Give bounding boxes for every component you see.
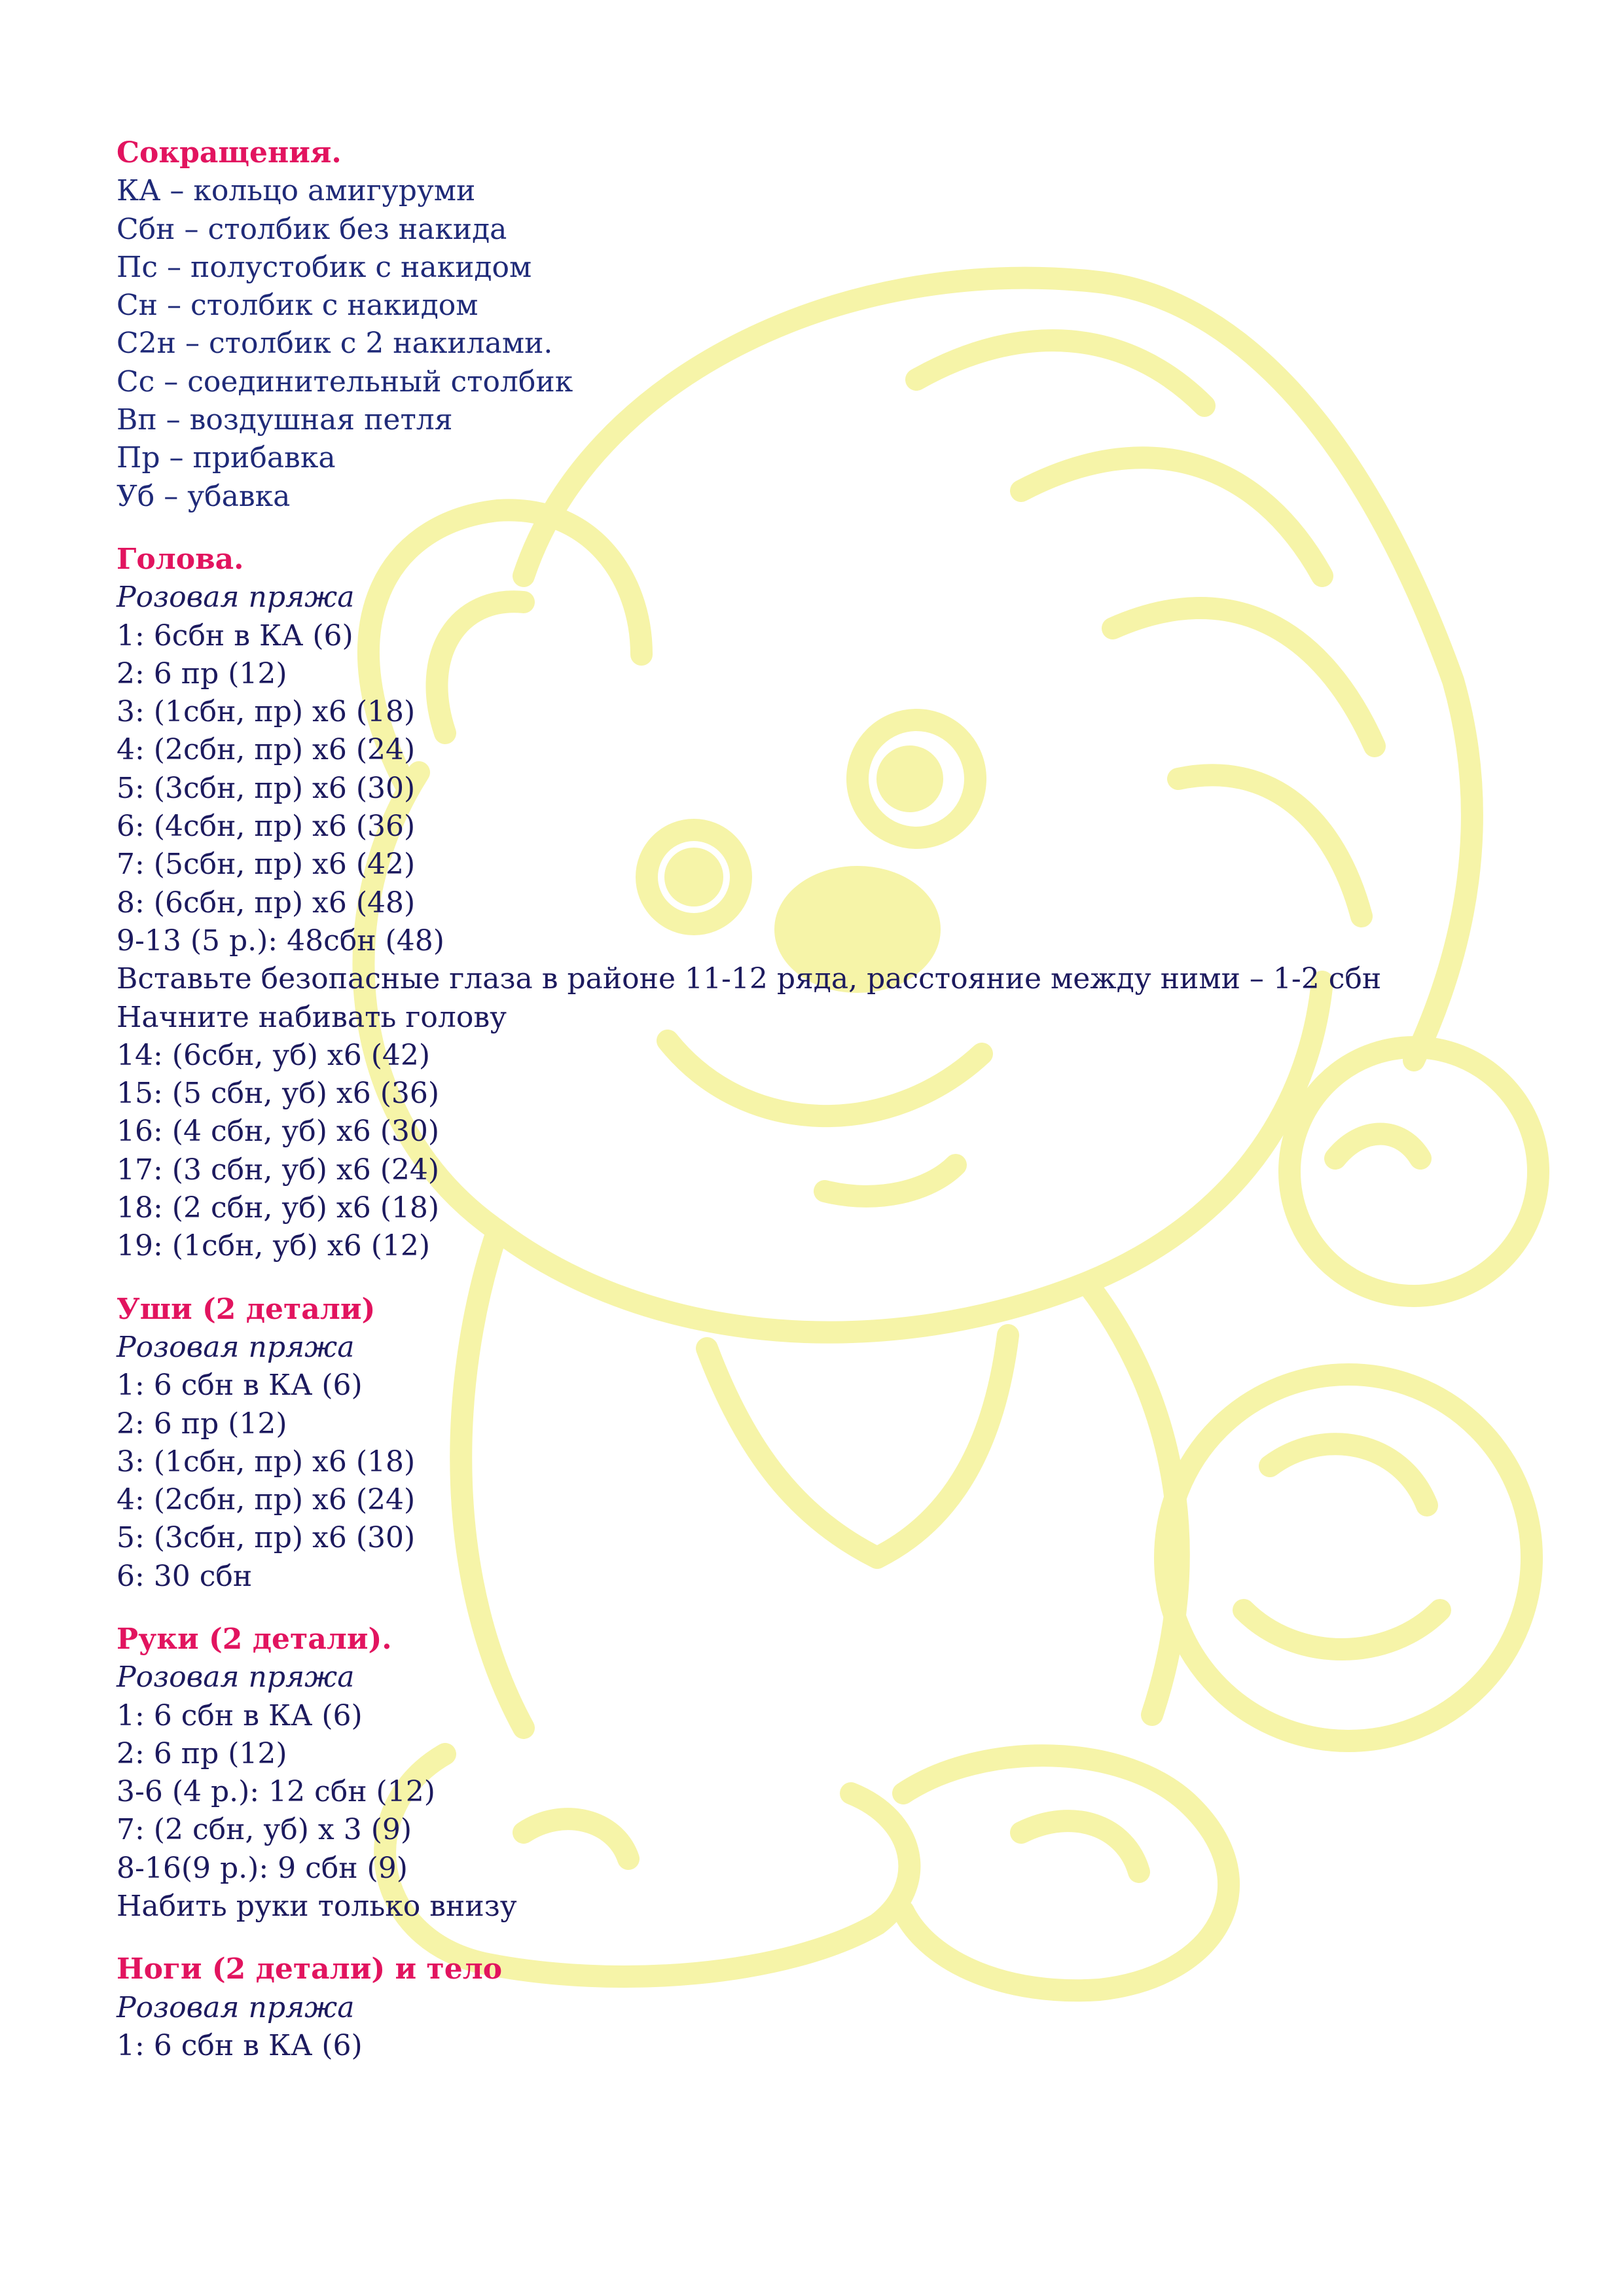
row-instruction: 4: (2сбн, пр) х6 (24) [117,733,416,767]
row-instruction: 4: (2сбн, пр) х6 (24) [117,1483,416,1517]
row-instruction: 15: (5 сбн, уб) х6 (36) [117,1077,440,1111]
row-instruction: 5: (3сбн, пр) х6 (30) [117,771,416,805]
row-instruction: 2: 6 пр (12) [117,656,287,691]
row-instruction: 1: 6 сбн в КА (6) [117,1369,363,1403]
section-ears [117,1291,1557,1596]
row-instruction: 1: 6сбн в КА (6) [117,619,353,653]
yarn-note: Розовая пряжа [117,1330,355,1364]
row-instruction: 5: (3сбн, пр) х6 (30) [117,1521,416,1555]
row-instruction: 3: (1сбн, пр) х6 (18) [117,695,416,729]
row-instruction: Вставьте безопасные глаза в районе 11-12 ряда, расстояние между ними – 1-2 сбн [117,962,1382,996]
section-title: Руки (2 детали). [117,1622,392,1656]
row-instruction: 6: 30 сбн [117,1559,253,1593]
row-instruction: 3: (1сбн, пр) х6 (18) [117,1444,416,1479]
row-instruction: 2: 6 пр (12) [117,1407,287,1441]
abbreviation-line: Сбн – столбик без накида [117,212,507,246]
row-instruction: 9-13 (5 р.): 48сбн (48) [117,924,444,958]
abbreviation-line: КА – кольцо амигуруми [117,174,476,208]
row-instruction: 8-16(9 р.): 9 сбн (9) [117,1851,408,1885]
abbreviation-line: Уб – убавка [117,479,291,513]
abbreviation-line: С2н – столбик с 2 накилами. [117,327,553,361]
section-title: Сокращения. [117,136,342,170]
abbreviation-line: Вп – воздушная петля [117,403,453,437]
section-legs-body [117,1950,1557,2065]
abbreviation-line: Пр – прибавка [117,441,336,475]
row-instruction: 1: 6 сбн в КА (6) [117,2028,363,2062]
row-instruction: Набить руки только внизу [117,1890,517,1924]
section-title: Голова. [117,542,244,576]
row-instruction: 19: (1сбн, уб) х6 (12) [117,1229,431,1263]
row-instruction: 14: (6сбн, уб) х6 (42) [117,1038,431,1072]
row-instruction: 17: (3 сбн, уб) х6 (24) [117,1153,440,1187]
row-instruction: 6: (4сбн, пр) х6 (36) [117,810,416,844]
yarn-note: Розовая пряжа [117,1660,355,1695]
row-instruction: 3-6 (4 р.): 12 сбн (12) [117,1775,435,1809]
row-instruction: 2: 6 пр (12) [117,1736,287,1770]
row-instruction: 8: (6сбн, пр) х6 (48) [117,886,416,920]
section-head [117,541,1557,1266]
row-instruction: 7: (5сбн, пр) х6 (42) [117,848,416,882]
yarn-note: Розовая пряжа [117,1990,355,2024]
abbreviation-line: Пс – полустобик с накидом [117,250,532,284]
section-title: Уши (2 детали) [117,1292,376,1326]
section-abbreviations [117,134,1557,516]
row-instruction: 1: 6 сбн в КА (6) [117,1698,363,1732]
row-instruction: 16: (4 сбн, уб) х6 (30) [117,1115,440,1149]
yarn-note: Розовая пряжа [117,581,355,615]
row-instruction: Начните набивать голову [117,1000,507,1034]
abbreviation-line: Сн – столбик с накидом [117,289,478,323]
row-instruction: 18: (2 сбн, уб) х6 (18) [117,1191,440,1225]
abbreviation-line: Сс – соединительный столбик [117,365,573,399]
document-content [117,134,1557,2065]
row-instruction: 7: (2 сбн, уб) х 3 (9) [117,1813,412,1847]
section-arms [117,1621,1557,1926]
section-title: Ноги (2 детали) и тело [117,1952,503,1986]
